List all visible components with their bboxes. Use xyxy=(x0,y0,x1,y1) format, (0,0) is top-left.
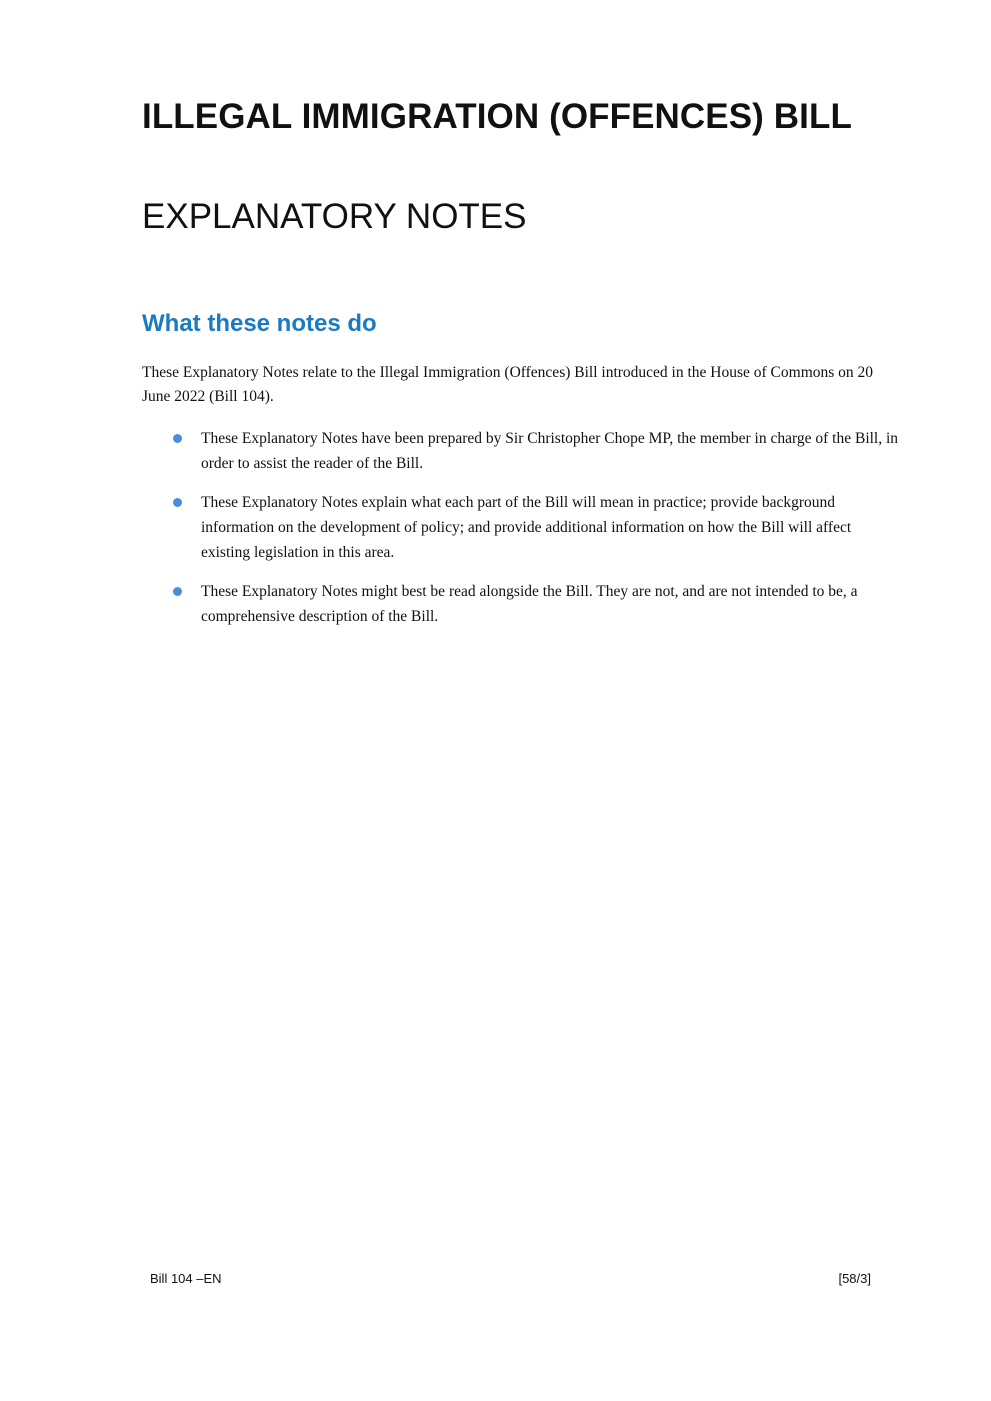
footer-page-reference: [58/3] xyxy=(838,1271,871,1286)
list-item xyxy=(142,579,902,629)
bullet-dot-icon xyxy=(173,498,182,507)
bullet-list xyxy=(142,426,902,643)
bullet-text: These Explanatory Notes might best be read alongside the Bill. They are not, and are not intended to be, a comprehensive description of the Bill. xyxy=(201,583,858,625)
document-subtitle: EXPLANATORY NOTES xyxy=(142,197,527,236)
bullet-dot-icon xyxy=(173,587,182,596)
section-heading: What these notes do xyxy=(142,310,377,337)
bullet-dot-icon xyxy=(173,434,182,443)
document-title: ILLEGAL IMMIGRATION (OFFENCES) BILL xyxy=(142,97,852,136)
bullet-text: These Explanatory Notes explain what each part of the Bill will mean in practice; provide background information on the development of policy; and provide additional information on how the Bill will affect existing legislation in this area. xyxy=(201,494,852,561)
footer-bill-reference: Bill 104 –EN xyxy=(150,1271,222,1286)
bullet-text: These Explanatory Notes have been prepared by Sir Christopher Chope MP, the member in charge of the Bill, in order to assist the reader of the Bill. xyxy=(201,430,899,472)
intro-paragraph: These Explanatory Notes relate to the Illegal Immigration (Offences) Bill introduced in the House of Commons on 20 June 2022 (Bill 104). xyxy=(142,364,874,405)
list-item xyxy=(142,490,902,565)
list-item xyxy=(142,426,902,476)
